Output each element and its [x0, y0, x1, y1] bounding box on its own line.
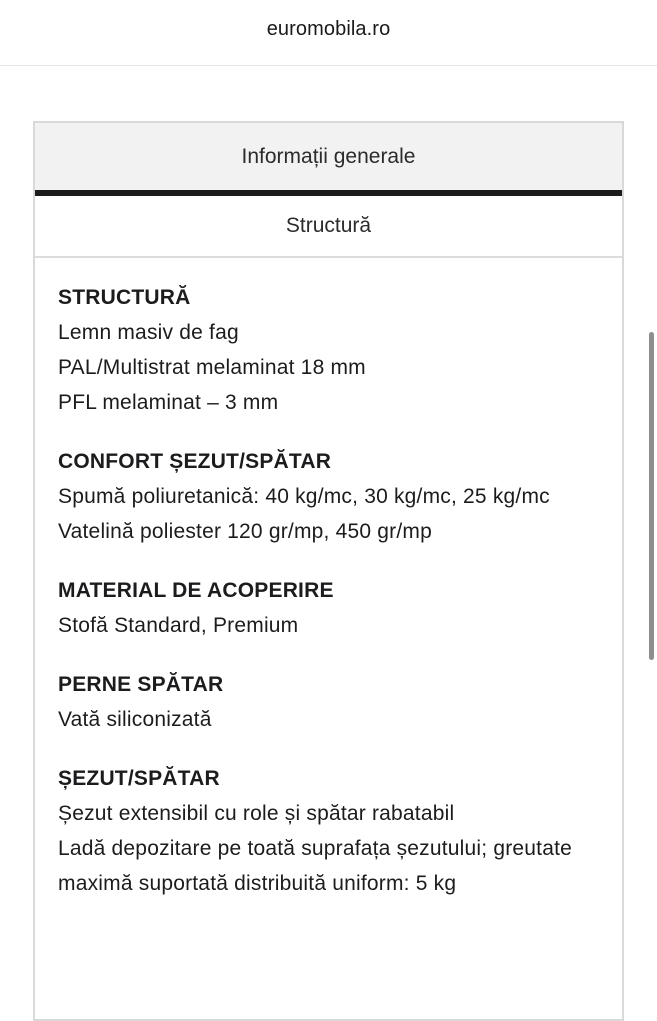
url-text[interactable]: euromobila.ro — [266, 18, 391, 40]
browser-url-bar[interactable] — [0, 0, 657, 66]
section-title: PERNE SPĂTAR — [58, 673, 224, 696]
section-structure — [58, 280, 600, 420]
section-line: Vatelină poliester 120 gr/mp, 450 gr/mp — [58, 520, 432, 543]
structure-content — [35, 258, 622, 901]
section-seat-back — [58, 761, 600, 901]
product-details-panel — [33, 121, 624, 1021]
section-line: PAL/Multistrat melaminat 18 mm — [58, 356, 366, 379]
section-title: MATERIAL DE ACOPERIRE — [58, 579, 334, 602]
section-line: Ladă depozitare pe toată suprafața șezutului; greutate maximă suportată distribuită uniform: 5 kg — [58, 837, 572, 895]
section-covering-material — [58, 573, 600, 643]
section-title: STRUCTURĂ — [58, 286, 191, 309]
section-line: Vată siliconizată — [58, 708, 212, 731]
tab-general-info[interactable]: Informații generale — [35, 123, 622, 190]
section-line: Lemn masiv de fag — [58, 321, 239, 344]
section-title: ȘEZUT/SPĂTAR — [58, 767, 220, 790]
vertical-scrollbar[interactable] — [649, 332, 654, 660]
section-line: Stofă Standard, Premium — [58, 614, 299, 637]
section-line: Șezut extensibil cu role și spătar rabatabil — [58, 802, 455, 825]
section-comfort — [58, 444, 600, 549]
section-line: Spumă poliuretanică: 40 kg/mc, 30 kg/mc, 25 kg/mc — [58, 485, 550, 508]
section-line: PFL melaminat – 3 mm — [58, 391, 279, 414]
section-title: CONFORT ȘEZUT/SPĂTAR — [58, 450, 332, 473]
section-back-cushions — [58, 667, 600, 737]
tab-structure[interactable]: Structură — [35, 196, 622, 258]
